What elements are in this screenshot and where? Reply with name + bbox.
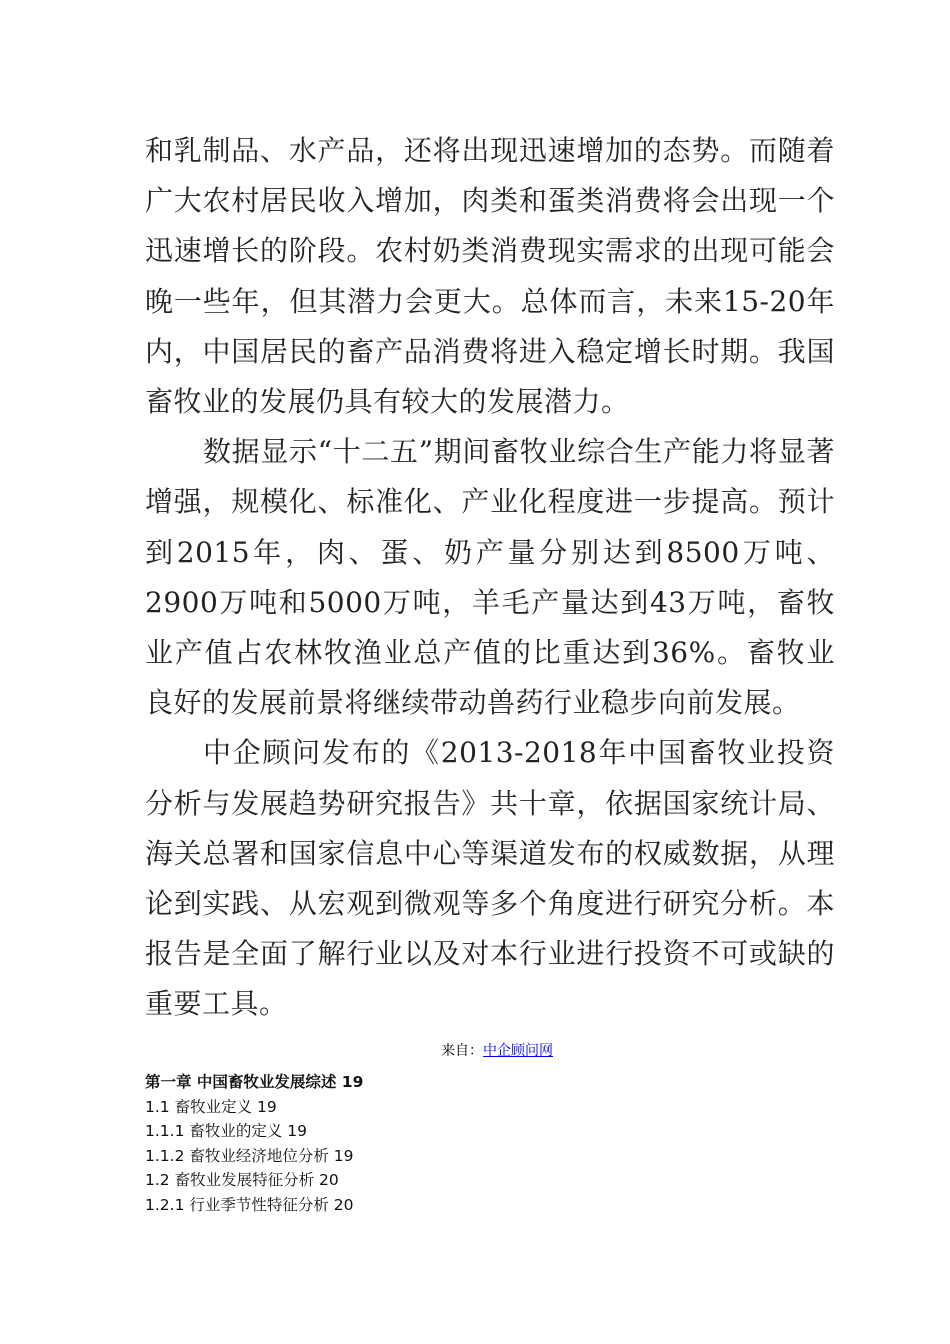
toc-chapter-1: 第一章 中国畜牧业发展综述 19 [145,1073,364,1091]
source-link[interactable]: 中企顾问网 [483,1043,553,1059]
toc-section-1-2-1: 1.2.1 行业季节性特征分析 20 [145,1195,354,1214]
paragraph-twelfth-five-year-plan: 数据显示“十二五”期间畜牧业综合生产能力将显著增强，规模化、标准化、产业化程度进一步提高。预计到2015年，肉、蛋、奶产量分别达到8500万吨、2900万吨和5000万吨，羊毛产量达到43万吨，畜牧业产值占农林牧渔业总产值的比重达到36%。畜牧业良好的发展前景将继续带动兽药行业稳步向前发展。 [145,435,835,720]
toc-section-1-2: 1.2 畜牧业发展特征分析 20 [145,1171,339,1190]
paragraph-consumption-trend: 和乳制品、水产品，还将出现迅速增加的态势。而随着广大农村居民收入增加，肉类和蛋类消费将会出现一个迅速增长的阶段。农村奶类消费现实需求的出现可能会晚一些年，但其潜力会更大。总体而言，未来15-20年内，中国居民的畜产品消费将进入稳定增长时期。我国畜牧业的发展仍具有较大的发展潜力。 [145,134,835,419]
toc-section-1-1: 1.1 畜牧业定义 19 [145,1097,277,1116]
source-prefix: 来自： [441,1043,483,1059]
table-of-contents [145,1070,363,1218]
toc-section-1-1-1: 1.1.1 畜牧业的定义 19 [145,1122,308,1141]
paragraph-report-introduction: 中企顾问发布的《2013-2018年中国畜牧业投资分析与发展趋势研究报告》共十章，依据国家统计局、海关总署和国家信息中心等渠道发布的权威数据，从理论到实践、从宏观到微观等多个角度进行研究分析。本报告是全面了解行业以及对本行业进行投资不可或缺的重要工具。 [145,736,835,1021]
body-text [145,126,835,1030]
toc-section-1-1-2: 1.1.2 畜牧业经济地位分析 19 [145,1146,354,1165]
source-attribution [441,1040,553,1060]
